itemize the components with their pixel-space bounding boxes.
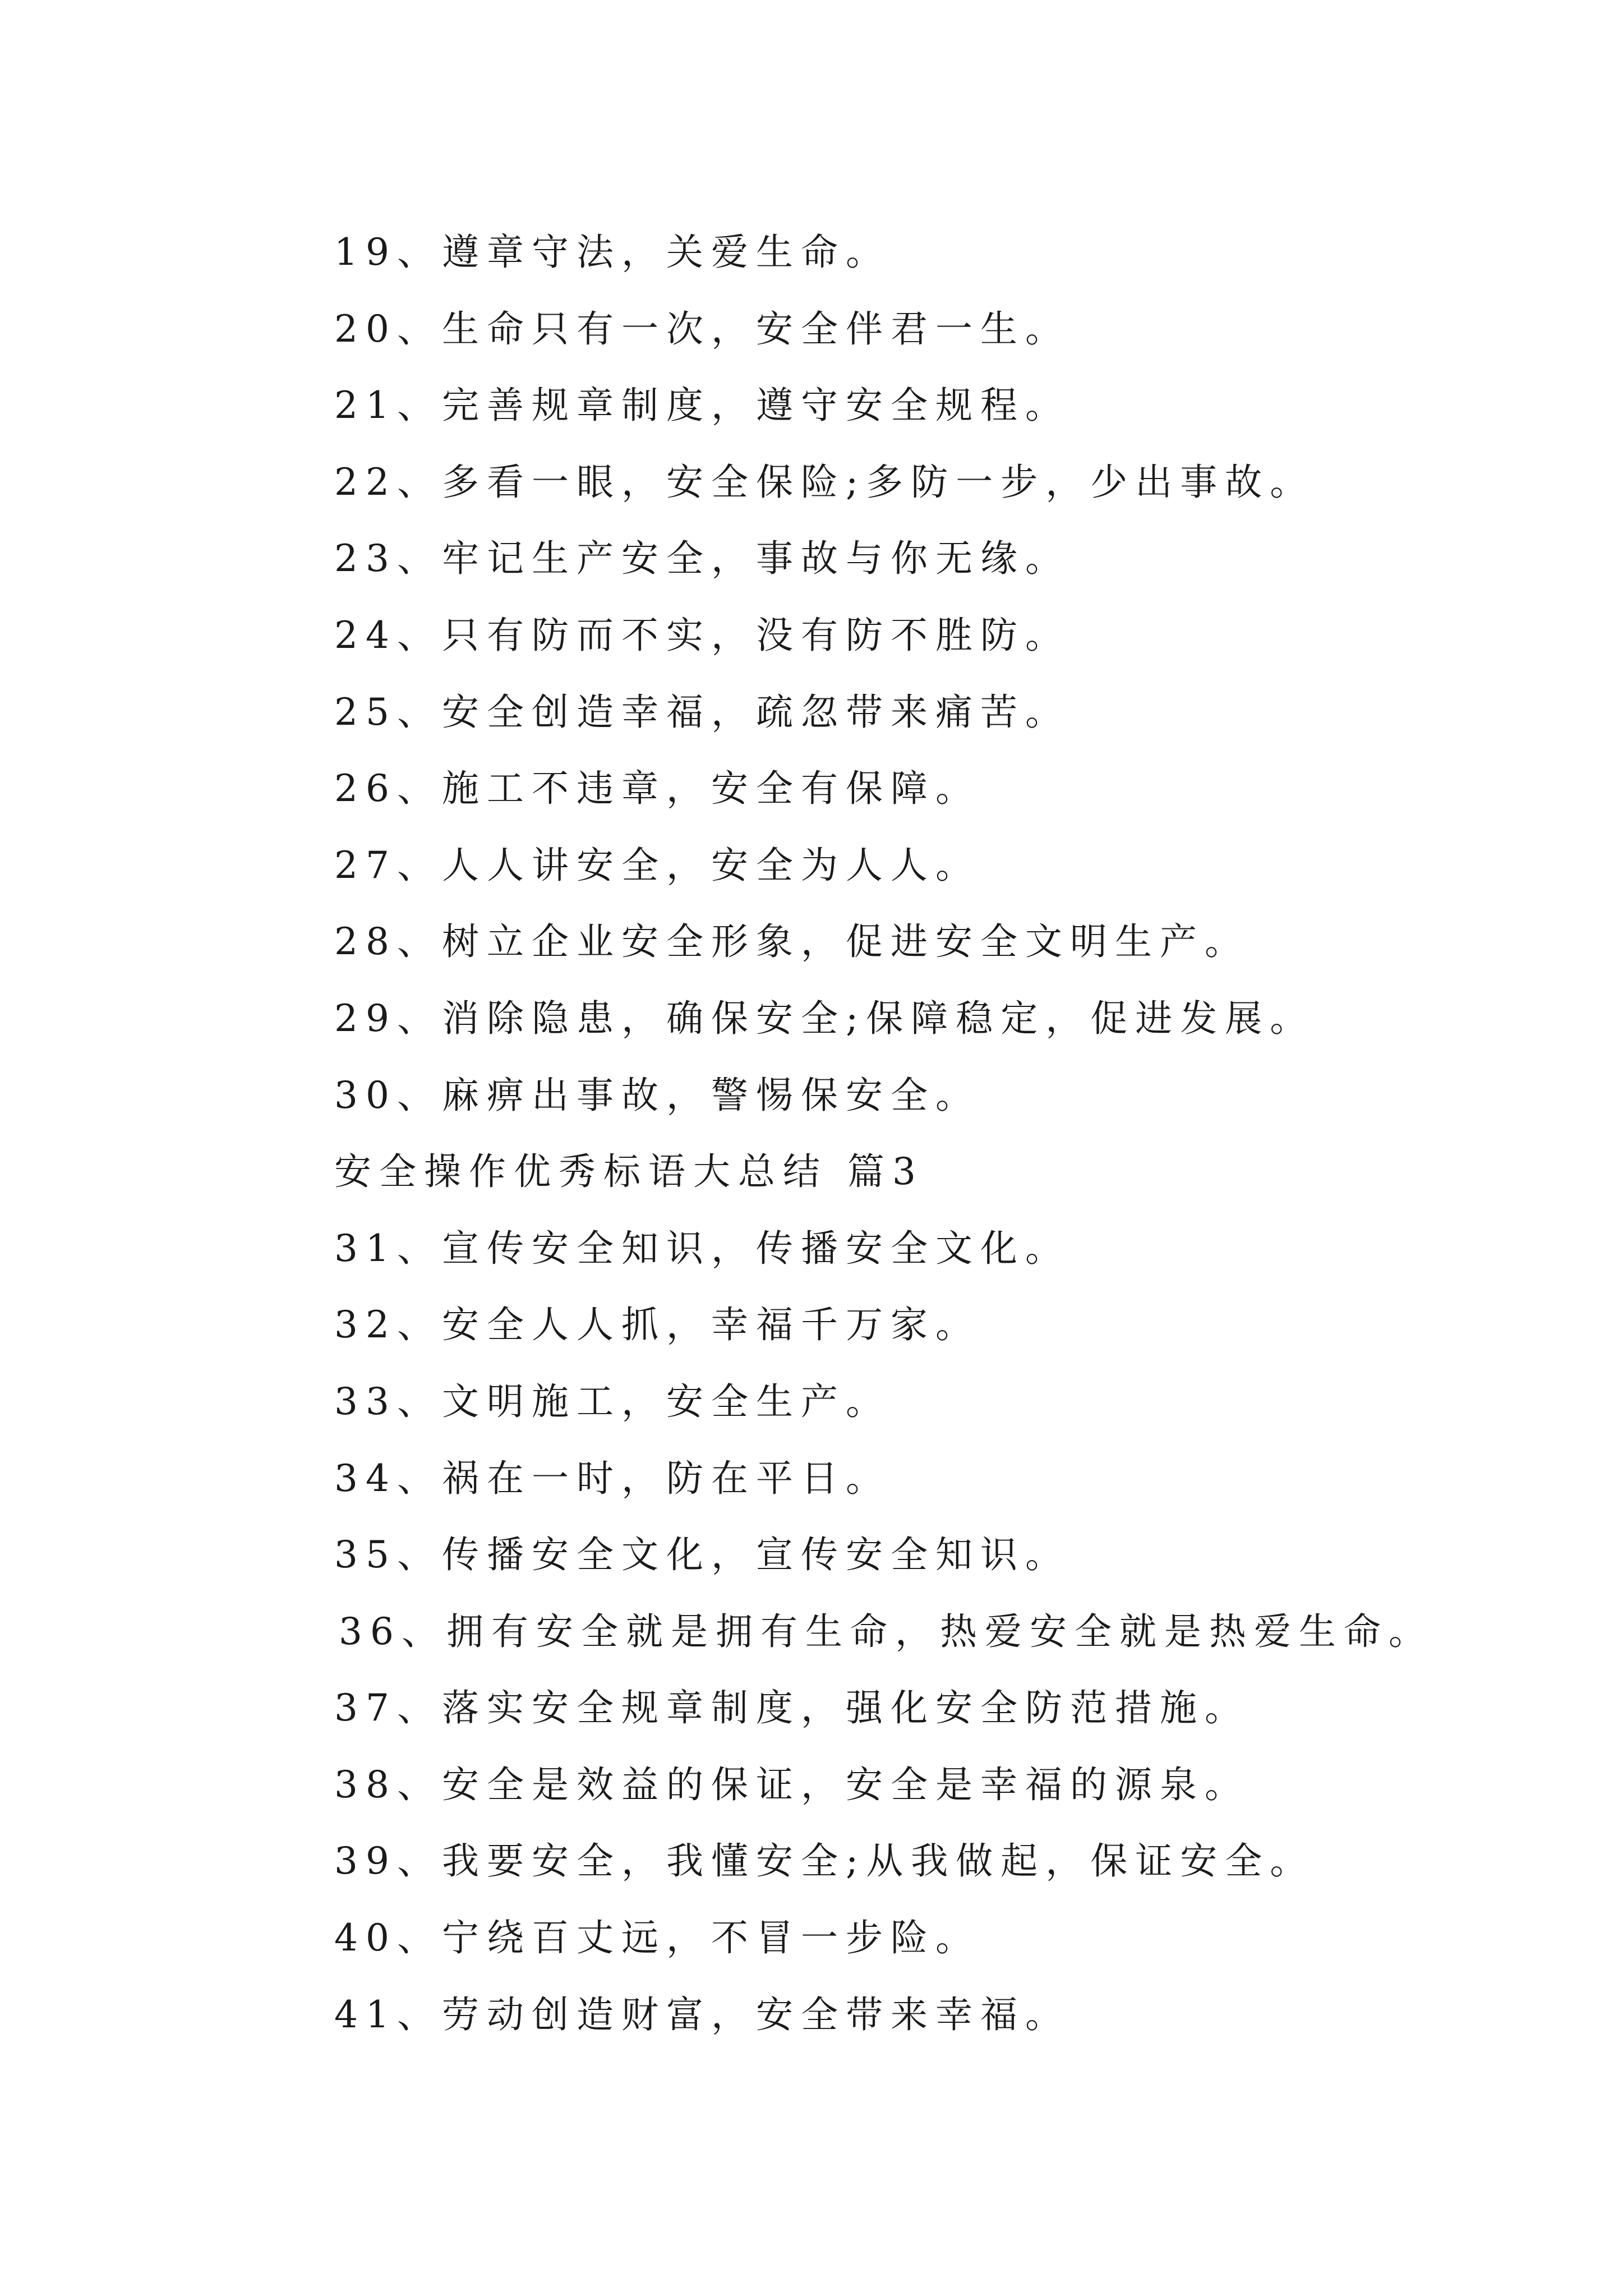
slogan-27: 27、人人讲安全，安全为人人。 xyxy=(334,843,980,887)
slogan-24: 24、只有防而不实，没有防不胜防。 xyxy=(334,613,1070,657)
slogan-38: 38、安全是效益的保证，安全是幸福的源泉。 xyxy=(334,1763,1249,1806)
slogan-36: 36、拥有安全就是拥有生命，热爱安全就是热爱生命。 xyxy=(339,1609,1433,1653)
slogan-34: 34、祸在一时，防在平日。 xyxy=(334,1456,891,1500)
slogan-25: 25、安全创造幸福，疏忽带来痛苦。 xyxy=(334,690,1070,734)
slogan-19: 19、遵章守法，关爱生命。 xyxy=(334,231,891,274)
slogan-29: 29、消除隐患，确保安全;保障稳定，促进发展。 xyxy=(334,996,1315,1040)
slogan-39: 39、我要安全，我懂安全;从我做起，保证安全。 xyxy=(334,1839,1315,1883)
slogan-30: 30、麻痹出事故，警惕保安全。 xyxy=(334,1073,980,1117)
slogan-20: 20、生命只有一次，安全伴君一生。 xyxy=(334,307,1070,351)
slogan-23: 23、牢记生产安全，事故与你无缘。 xyxy=(334,537,1070,581)
slogan-26: 26、施工不违章，安全有保障。 xyxy=(334,767,980,811)
slogan-21: 21、完善规章制度，遵守安全规程。 xyxy=(334,384,1070,427)
slogan-22: 22、多看一眼，安全保险;多防一步，少出事故。 xyxy=(334,460,1315,504)
slogan-40: 40、宁绕百丈远，不冒一步险。 xyxy=(334,1916,980,1960)
slogan-33: 33、文明施工，安全生产。 xyxy=(334,1379,891,1423)
section-heading: 安全操作优秀标语大总结 篇3 xyxy=(334,1150,924,1194)
slogan-35: 35、传播安全文化，宣传安全知识。 xyxy=(334,1533,1070,1577)
slogan-37: 37、落实安全规章制度，强化安全防范措施。 xyxy=(334,1686,1249,1730)
slogan-32: 32、安全人人抓，幸福千万家。 xyxy=(334,1303,980,1347)
slogan-28: 28、树立企业安全形象，促进安全文明生产。 xyxy=(334,920,1249,964)
slogan-41: 41、劳动创造财富，安全带来幸福。 xyxy=(334,1993,1070,2036)
slogan-list xyxy=(334,214,1568,2053)
slogan-31: 31、宣传安全知识，传播安全文化。 xyxy=(334,1226,1070,1270)
